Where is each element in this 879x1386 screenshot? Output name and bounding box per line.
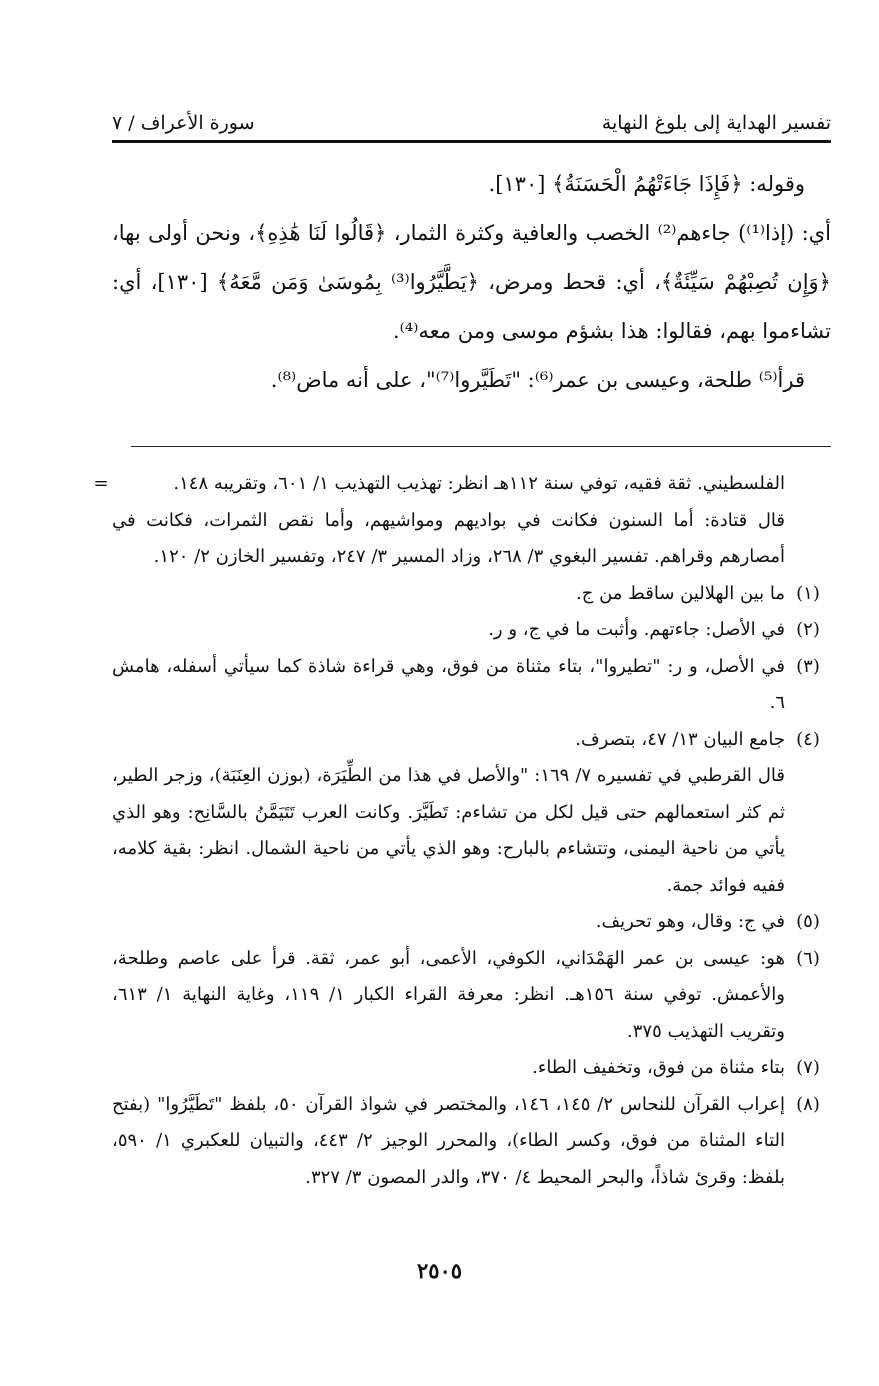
footnote-number: (٢) [796,619,820,640]
footnote-number: (٥) [796,911,820,932]
footnote-text: قال قتادة: أما السنون فكانت في بواديهم ومواشيهم، وأما نقص الثمرات، فكانت في أمصارهم وقراهم. تفسير البغوي ٣/ ٢٦٨، وزاد المسير ٣/ ٢٤٧، وتفسير الخازن ٢/ ١٢٠. [112,509,785,567]
footnote-text: الفلسطيني. ثقة فقيه، توفي سنة ١١٢هـ انظر: تهذيب التهذيب ١/ ٦٠١، وتقريبه ١٤٨. [173,473,785,494]
header-divider [112,140,831,143]
footnote-item [112,612,831,649]
footnote-item [112,576,831,613]
footnote-number: (٦) [796,947,820,969]
page-number: ٢٥٠٥ [416,1258,463,1283]
footnotes [93,466,831,1196]
page-header [112,92,831,134]
footnote-item [112,649,831,722]
footnote-item [112,1050,831,1087]
footnote-continuation [93,466,785,576]
footnote-number: (٣) [796,655,820,677]
footnote-text: هو: عيسى بن عمر الهَمْدَاني، الكوفي، الأعمى، أبو عمر، ثقة. قرأ على عاصم وطلحة، والأعمش. توفي سنة ١٥٦هـ. انظر: معرفة القراء الكبار ١/ ١١٩، وغاية النهاية ١/ ٦١٣، وتقريب التهذيب ٣٧٥. [112,947,785,1042]
footnote-item [112,904,831,941]
footnote-text: ما بين الهلالين ساقط من ج. [576,582,785,604]
footnote-number: (٤) [796,728,820,750]
footnote-text: بتاء مثناة من فوق، وتخفيف الطاء. [532,1057,785,1078]
footnote-text: في ج: وقال، وهو تحريف. [595,911,785,932]
continuation-mark: = [93,473,109,494]
main-paragraph: وقوله: ﴿فَإِذَا جَاءَتْهُمُ الْحَسَنَةُ﴾ [١٣٠]. [488,172,805,196]
footnote-number: (١) [796,582,820,604]
footnote-item [112,941,831,1051]
main-paragraph: أي: (إذا⁽¹⁾) جاءهم⁽²⁾ الخصب والعافية وكثرة الثمار، ﴿قَالُوا لَنَا هَٰذِهِ﴾، ونحن أولى بها، ﴿وَإِن تُصِبْهُمْ سَيِّئَةٌ﴾، أي: قحط ومرض، ﴿يَطَّيَّرُوا⁽³⁾ بِمُوسَىٰ وَمَن مَّعَهُ﴾ [١٣٠]، أي: تشاءموا بهم، فقالوا: هذا بشؤم موسى ومن معه⁽⁴⁾. [112,221,831,343]
main-paragraph: قرأ⁽⁵⁾ طلحة، وعيسى بن عمر⁽⁶⁾: "تَطَيَّروا⁽⁷⁾"، على أنه ماض⁽⁸⁾. [270,368,805,392]
footnote-text: إعراب القرآن للنحاس ٢/ ١٤٥، ١٤٦، والمختصر في شواذ القرآن ٥٠، بلفظ "تَطَيَّرُوا" (بفتح التاء المثناة من فوق، وكسر الطاء)، والمحرر الوجيز ٢/ ٤٤٣، والتبيان للعكبري ١/ ٥٩٠، بلفظ: وقرئ شاذاً، والبحر المحيط ٤/ ٣٧٠، والدر المصون ٣/ ٣٢٧. [112,1093,786,1188]
book-title: تفسير الهداية إلى بلوغ النهاية [601,112,831,134]
footnote-text: جامع البيان ١٣/ ٤٧، بتصرف. [575,728,785,750]
footnote-number: (٨) [796,1093,820,1115]
footnote-divider [131,446,831,447]
footnote-extra: قال القرطبي في تفسيره ٧/ ١٦٩: "والأصل في هذا من الطِّيَرَة، (بوزن العِنَبَة)، وزجر الطير، ثم كثر استعمالهم حتى قيل لكل من تشاءم: تَطَيَّرَ. وكانت العرب تَتَيَمَّنُ بالسَّانِح: وهو الذي يأتي من ناحية اليمنى، وتتشاءم بالبارح: وهو الذي يأتي من ناحية الشمال. انظر: بقية كلامه، ففيه فوائد جمة. [112,765,785,896]
footnote-text: في الأصل: جاءتهم. وأثبت ما في ج، و ر. [488,619,785,640]
footnote-item [112,722,831,759]
footnote-text: في الأصل، و ر: "تطيروا"، بتاء مثناة من فوق، وهي قراءة شاذة كما سيأتي أسفله، هامش ٦. [112,655,785,713]
footnote-item [112,1087,831,1197]
footnote-number: (٧) [796,1057,820,1078]
surah-label: سورة الأعراف / ٧ [112,112,255,134]
main-text [112,160,831,405]
